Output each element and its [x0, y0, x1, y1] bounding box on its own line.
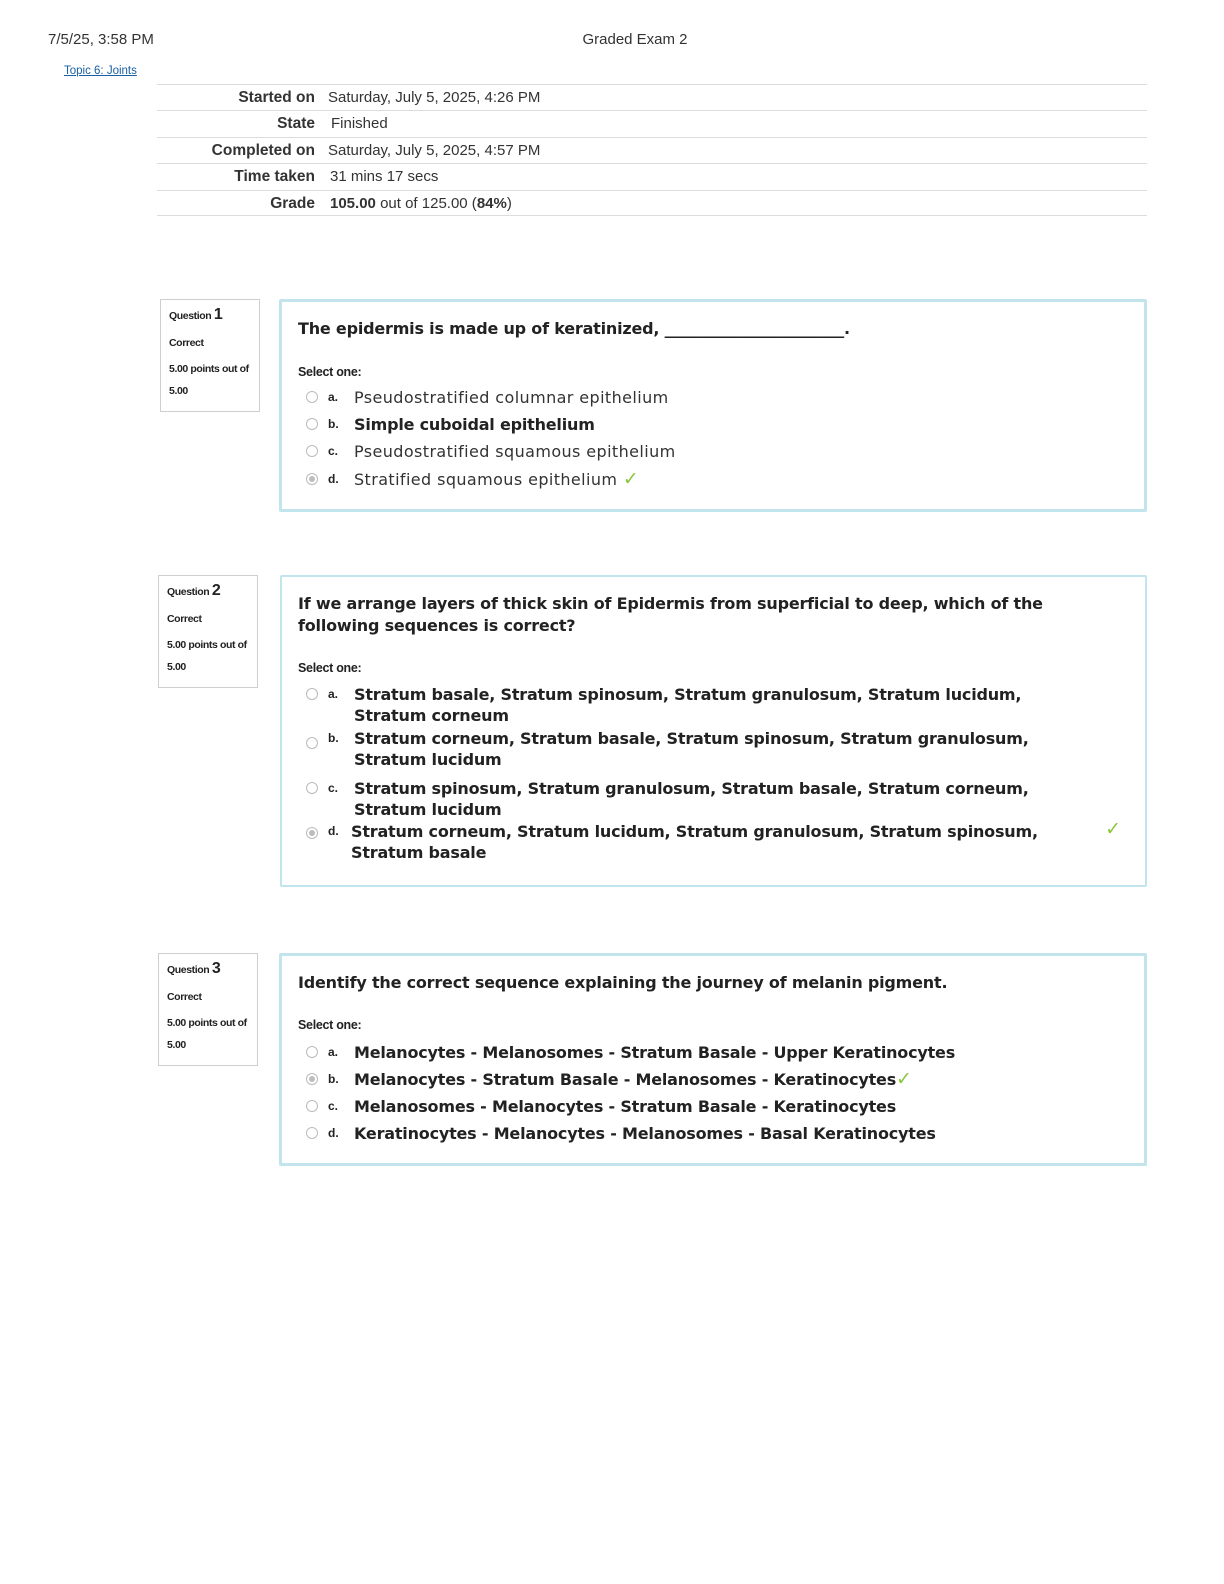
- correct-check-icon: ✓: [896, 1068, 912, 1090]
- time-label: Time taken: [234, 168, 315, 186]
- time-value: 31 mins 17 secs: [330, 168, 439, 186]
- state-value: Finished: [331, 115, 388, 133]
- option-text: Pseudostratified columnar epithelium: [354, 388, 669, 407]
- state-label: State: [277, 115, 315, 133]
- option-text-label: Stratified squamous epithelium: [354, 470, 618, 489]
- radio-c[interactable]: [306, 1100, 318, 1112]
- option-letter: d.: [328, 824, 339, 838]
- question-points: 5.00 points out of 5.00: [169, 363, 249, 397]
- radio-a[interactable]: [306, 391, 318, 403]
- option-text: Simple cuboidal epithelium: [354, 415, 595, 434]
- question-points: 5.00 points out of 5.00: [167, 1017, 247, 1051]
- radio-c[interactable]: [306, 445, 318, 457]
- option-text: Melanosomes - Melanocytes - Stratum Basale - Keratinocytes: [354, 1097, 897, 1116]
- summary-row-grade: [157, 190, 1147, 216]
- question-points: 5.00 points out of 5.00: [167, 639, 247, 673]
- option-letter: c.: [328, 781, 339, 795]
- option-d[interactable]: [306, 818, 1125, 865]
- question-label: Question: [167, 964, 210, 976]
- option-text: Keratinocytes - Melanocytes - Melanosomes - Basal Keratinocytes: [354, 1124, 936, 1143]
- radio-a[interactable]: [306, 688, 318, 700]
- question-status: Correct: [167, 613, 202, 625]
- question-text: If we arrange layers of thick skin of Epidermis from superficial to deep, which of the following sequences is correct?: [298, 594, 1043, 635]
- question-status: Correct: [169, 337, 204, 349]
- option-letter: a.: [328, 687, 339, 701]
- option-c[interactable]: [306, 778, 1125, 822]
- option-b[interactable]: [306, 728, 1125, 772]
- question-number: 2: [211, 582, 221, 599]
- radio-b[interactable]: [306, 418, 318, 430]
- question-label: Question: [167, 586, 210, 598]
- select-one-label: Select one:: [298, 1018, 362, 1032]
- question-box-1: [279, 299, 1147, 512]
- option-letter: a.: [328, 1045, 339, 1059]
- radio-c[interactable]: [306, 782, 318, 794]
- option-a[interactable]: [306, 684, 1125, 728]
- option-letter: b.: [328, 731, 339, 745]
- radio-d-selected[interactable]: [306, 473, 318, 485]
- question-info-2: [158, 575, 258, 688]
- question-number: 1: [213, 306, 223, 323]
- question-label: Question: [169, 310, 212, 322]
- summary-row-time: [157, 163, 1147, 189]
- completed-label: Completed on: [211, 141, 315, 159]
- option-letter: c.: [328, 1099, 339, 1113]
- option-letter: d.: [328, 1126, 339, 1140]
- grade-value: [330, 195, 512, 212]
- question-number: 3: [211, 960, 221, 977]
- attempt-summary-table: [157, 84, 1147, 216]
- radio-d-selected[interactable]: [306, 827, 318, 839]
- radio-b[interactable]: [306, 737, 318, 749]
- option-letter: d.: [328, 472, 339, 486]
- grade-label: Grade: [270, 194, 315, 212]
- summary-row-started: [157, 84, 1147, 110]
- topic-link[interactable]: Topic 6: Joints: [64, 65, 137, 77]
- option-text: Pseudostratified squamous epithelium: [354, 442, 676, 461]
- started-value: Saturday, July 5, 2025, 4:26 PM: [328, 89, 541, 106]
- select-one-label: Select one:: [298, 365, 362, 379]
- option-text: Stratum corneum, Stratum basale, Stratum spinosum, Stratum granulosum, Stratum lucidum: [354, 729, 1029, 769]
- started-label: Started on: [238, 89, 315, 106]
- question-text: Identify the correct sequence explaining the journey of melanin pigment.: [298, 973, 948, 992]
- option-text: Stratum spinosum, Stratum granulosum, Stratum basale, Stratum corneum, Stratum lucidum: [354, 779, 1029, 819]
- question-info-1: [160, 299, 260, 412]
- option-letter: b.: [328, 417, 339, 431]
- option-text: Stratum basale, Stratum spinosum, Stratum granulosum, Stratum lucidum, Stratum corneum: [354, 685, 1022, 725]
- select-one-label: Select one:: [298, 661, 362, 675]
- grade-rest: out of 125.00 (: [380, 194, 477, 212]
- grade-score: 105.00: [330, 194, 376, 212]
- option-text: Stratum corneum, Stratum lucidum, Stratum granulosum, Stratum spinosum, Stratum basale: [351, 822, 1038, 862]
- question-box-3: [279, 953, 1147, 1166]
- option-letter: c.: [328, 444, 339, 458]
- question-box-2: [280, 575, 1147, 887]
- print-datetime: 7/5/25, 3:58 PM: [48, 31, 154, 48]
- grade-close: ): [506, 194, 512, 212]
- question-info-3: [158, 953, 258, 1066]
- radio-b-selected[interactable]: [306, 1073, 318, 1085]
- option-text-label: Melanocytes - Stratum Basale - Melanosomes - Keratinocytes: [354, 1070, 897, 1089]
- radio-d[interactable]: [306, 1127, 318, 1139]
- completed-value: Saturday, July 5, 2025, 4:57 PM: [328, 141, 541, 159]
- correct-check-icon: ✓: [622, 468, 640, 490]
- option-text: Melanocytes - Melanosomes - Stratum Basale - Upper Keratinocytes: [354, 1043, 956, 1062]
- correct-check-icon: ✓: [1105, 818, 1121, 840]
- page-title: Graded Exam 2: [582, 31, 688, 48]
- option-letter: a.: [328, 390, 339, 404]
- option-letter: b.: [328, 1072, 339, 1086]
- question-text: The epidermis is made up of keratinized, _______________________.: [298, 319, 850, 338]
- grade-percent: 84%: [476, 194, 507, 212]
- option-text: [354, 469, 1084, 490]
- radio-a[interactable]: [306, 1046, 318, 1058]
- summary-row-completed: [157, 137, 1147, 163]
- question-status: Correct: [167, 991, 202, 1003]
- summary-row-state: [157, 110, 1147, 136]
- option-text: [354, 1069, 1084, 1090]
